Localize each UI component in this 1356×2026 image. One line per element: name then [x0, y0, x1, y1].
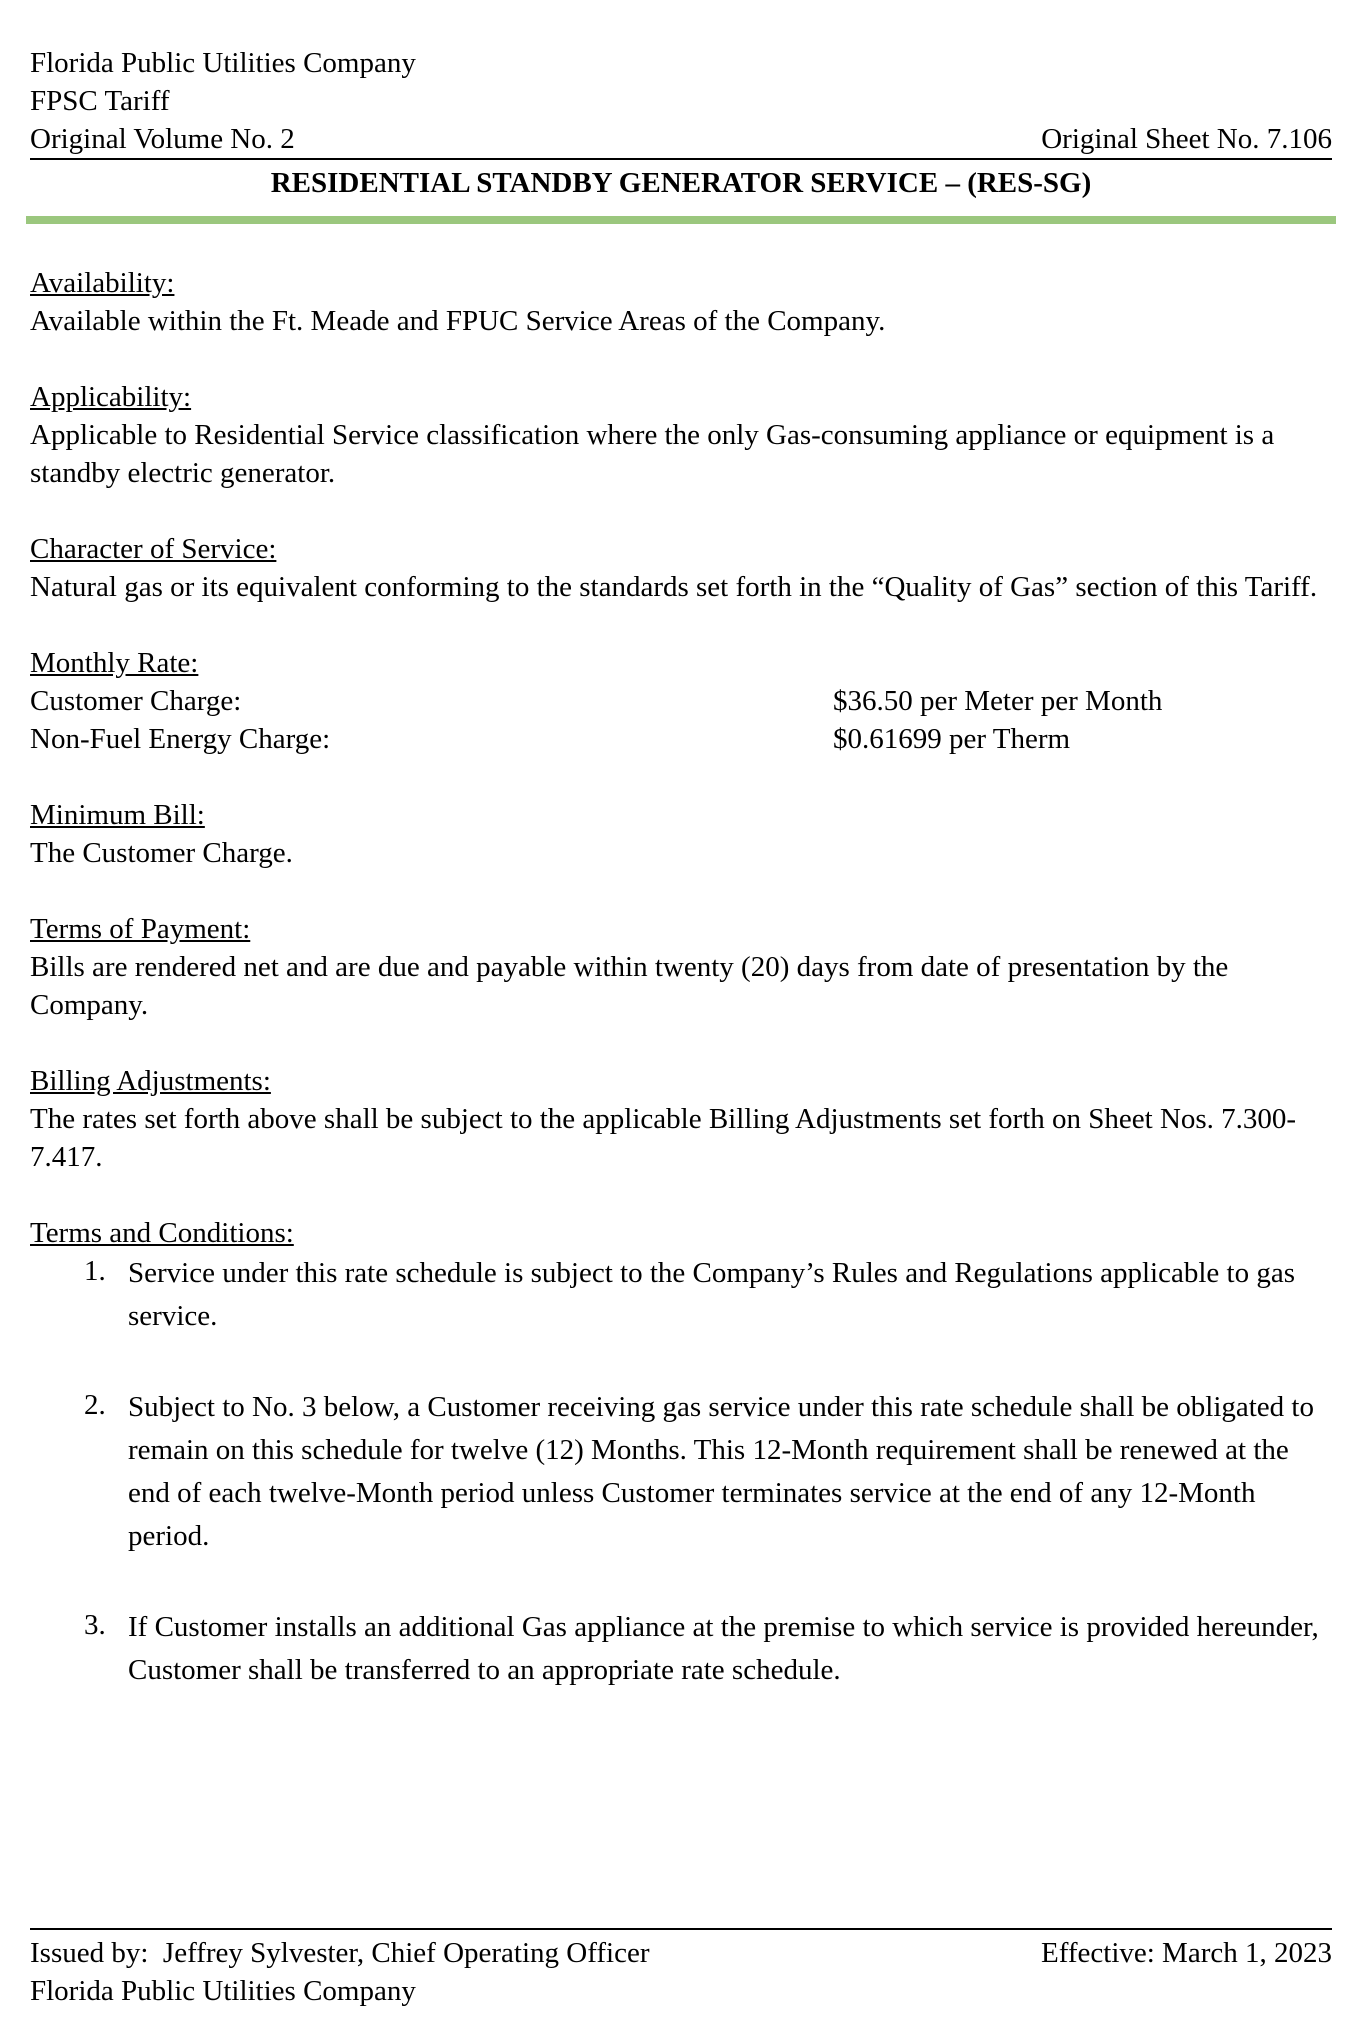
footer-issued-row: [30, 1934, 1332, 1972]
rate-label: Customer Charge:: [30, 685, 242, 717]
list-item: [30, 1252, 1332, 1338]
availability-heading: Availability:: [30, 267, 175, 299]
list-item-number: 2.: [84, 1389, 106, 1421]
rate-value: $36.50 per Meter per Month: [833, 685, 1163, 717]
billing-adjustments-text: The rates set forth above shall be subject to the applicable Billing Adjustments set forth on Sheet Nos. 7.300-7.417.: [30, 1103, 1297, 1173]
rate-row: [30, 682, 1332, 720]
minimum-bill-text: The Customer Charge.: [30, 837, 293, 869]
availability-section: [30, 264, 1332, 340]
character-text: Natural gas or its equivalent conforming to the standards set forth in the “Quality of Gas” section of this Tariff.: [30, 571, 1318, 603]
minimum-bill-section: [30, 796, 1332, 872]
applicability-text: Applicable to Residential Service classification where the only Gas-consuming appliance or equipment is a standby electric generator.: [30, 419, 1275, 489]
footer-company: Florida Public Utilities Company: [30, 1975, 416, 2007]
rate-label: Non-Fuel Energy Charge:: [30, 723, 331, 755]
terms-payment-section: [30, 910, 1332, 1024]
monthly-rate-section: [30, 644, 1332, 758]
rate-row: [30, 720, 1332, 758]
applicability-section: [30, 378, 1332, 492]
page-footer: [30, 1928, 1332, 2010]
list-item-number: 3.: [84, 1609, 106, 1641]
tariff-sheet: [30, 44, 1332, 1692]
footer-issued-by: Issued by: Jeffrey Sylvester, Chief Operating Officer: [30, 1937, 650, 1969]
terms-payment-heading: Terms of Payment:: [30, 913, 251, 945]
rate-value: $0.61699 per Therm: [833, 723, 1071, 755]
billing-adjustments-heading: Billing Adjustments:: [30, 1065, 271, 1097]
list-item-text: Service under this rate schedule is subject to the Company’s Rules and Regulations applicable to gas service.: [128, 1257, 1295, 1332]
footer-effective-date: Effective: March 1, 2023: [1041, 1937, 1332, 1969]
title-divider: [26, 216, 1336, 224]
applicability-heading: Applicability:: [30, 381, 192, 413]
terms-conditions-section: [30, 1214, 1332, 1692]
list-item-number: 1.: [84, 1255, 106, 1287]
minimum-bill-heading: Minimum Bill:: [30, 799, 205, 831]
terms-payment-text: Bills are rendered net and are due and payable within twenty (20) days from date of presentation by the Company.: [30, 951, 1229, 1021]
page-title: RESIDENTIAL STANDBY GENERATOR SERVICE – (RES-SG): [270, 167, 1092, 199]
header-volume: Original Volume No. 2: [30, 123, 295, 155]
terms-conditions-heading: Terms and Conditions:: [30, 1217, 294, 1249]
character-section: [30, 530, 1332, 606]
list-item: [30, 1606, 1332, 1692]
header-company: Florida Public Utilities Company: [30, 47, 416, 79]
list-item: [30, 1386, 1332, 1558]
monthly-rate-heading: Monthly Rate:: [30, 647, 199, 679]
billing-adjustments-section: [30, 1062, 1332, 1176]
terms-list: [30, 1252, 1332, 1692]
character-heading: Character of Service:: [30, 533, 277, 565]
availability-text: Available within the Ft. Meade and FPUC Service Areas of the Company.: [30, 305, 886, 337]
list-item-text: Subject to No. 3 below, a Customer receiving gas service under this rate schedule shall be obligated to remain on this schedule for twelve (12) Months. This 12-Month requirement shall be renewed at the end of each twelve-Month period unless Customer terminates service at the end of any 12-Month period.: [128, 1391, 1314, 1552]
list-item-text: If Customer installs an additional Gas appliance at the premise to which service is provided hereunder, Customer shall be transferred to an appropriate rate schedule.: [128, 1611, 1319, 1686]
header-tariff: FPSC Tariff: [30, 85, 170, 117]
header-sheet-number: Original Sheet No. 7.106: [1041, 123, 1332, 155]
header-volume-row: [30, 120, 1332, 160]
